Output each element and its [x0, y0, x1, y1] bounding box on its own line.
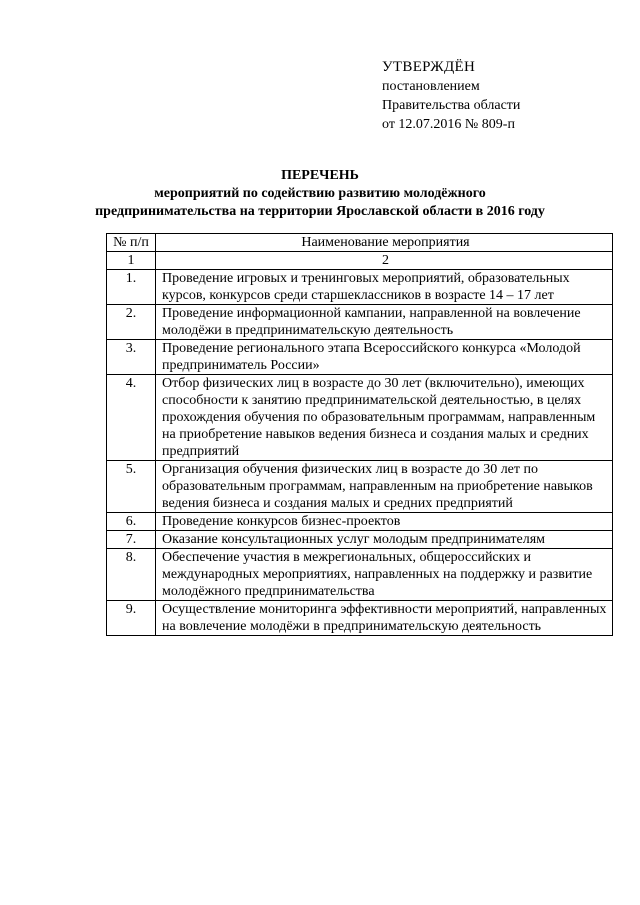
approval-line-1: постановлением: [382, 79, 480, 94]
approval-line-3: от 12.07.2016 № 809-п: [382, 117, 515, 132]
row-measure-name: Обеспечение участия в межрегиональных, общероссийских и международных мероприятиях, направленных на поддержку и развитие молодёжного предпринимательства: [156, 549, 613, 601]
table-row: [107, 340, 613, 375]
row-measure-name: Организация обучения физических лиц в возрасте до 30 лет по образовательным программам, направленным на приобретение навыков ведения бизнеса и создания малых и средних предприятий: [156, 461, 613, 513]
table-row: [107, 531, 613, 549]
row-number: 4.: [107, 375, 156, 461]
row-number: 1.: [107, 270, 156, 305]
column-index-2: 2: [156, 252, 613, 270]
table-row: [107, 305, 613, 340]
column-index-1: 1: [107, 252, 156, 270]
table-row: [107, 513, 613, 531]
table-row: [107, 375, 613, 461]
row-measure-name: Осуществление мониторинга эффективности мероприятий, направленных на вовлечение молодёжи в предпринимательскую деятельность: [156, 601, 613, 636]
row-number: 9.: [107, 601, 156, 636]
approval-stamp: [382, 58, 520, 134]
table-row: [107, 270, 613, 305]
row-number: 6.: [107, 513, 156, 531]
table-header-row: [107, 234, 613, 252]
row-measure-name: Проведение регионального этапа Всероссийского конкурса «Молодой предприниматель России»: [156, 340, 613, 375]
table-row: [107, 461, 613, 513]
measures-table: [106, 233, 613, 636]
document-subtitle-line-2: предпринимательства на территории Ярославской области в 2016 году: [95, 204, 545, 219]
row-measure-name: Отбор физических лиц в возрасте до 30 лет (включительно), имеющих способности к занятию предпринимательской деятельностью, в целях прохождения обучения по образовательным программам, направленным на приобретение навыков ведения бизнеса и создания малых и средних предприятий: [156, 375, 613, 461]
row-measure-name: Проведение игровых и тренинговых мероприятий, образовательных курсов, конкурсов среди старшеклассников в возрасте 14 – 17 лет: [156, 270, 613, 305]
document-heading: [95, 167, 545, 221]
row-number: 7.: [107, 531, 156, 549]
row-number: 5.: [107, 461, 156, 513]
row-number: 2.: [107, 305, 156, 340]
document-subtitle-line-1: мероприятий по содействию развитию молодёжного: [154, 186, 486, 201]
row-measure-name: Проведение конкурсов бизнес-проектов: [156, 513, 613, 531]
approval-line-2: Правительства области: [382, 98, 521, 113]
table-row: [107, 549, 613, 601]
row-measure-name: Оказание консультационных услуг молодым предпринимателям: [156, 531, 613, 549]
table-row: [107, 601, 613, 636]
header-name: Наименование мероприятия: [156, 234, 613, 252]
row-number: 8.: [107, 549, 156, 601]
row-number: 3.: [107, 340, 156, 375]
row-measure-name: Проведение информационной кампании, направленной на вовлечение молодёжи в предпринимательскую деятельность: [156, 305, 613, 340]
header-number: № п/п: [107, 234, 156, 252]
document-title: ПЕРЕЧЕНЬ: [281, 168, 359, 183]
column-index-row: [107, 252, 613, 270]
approval-title: УТВЕРЖДЁН: [382, 59, 476, 75]
